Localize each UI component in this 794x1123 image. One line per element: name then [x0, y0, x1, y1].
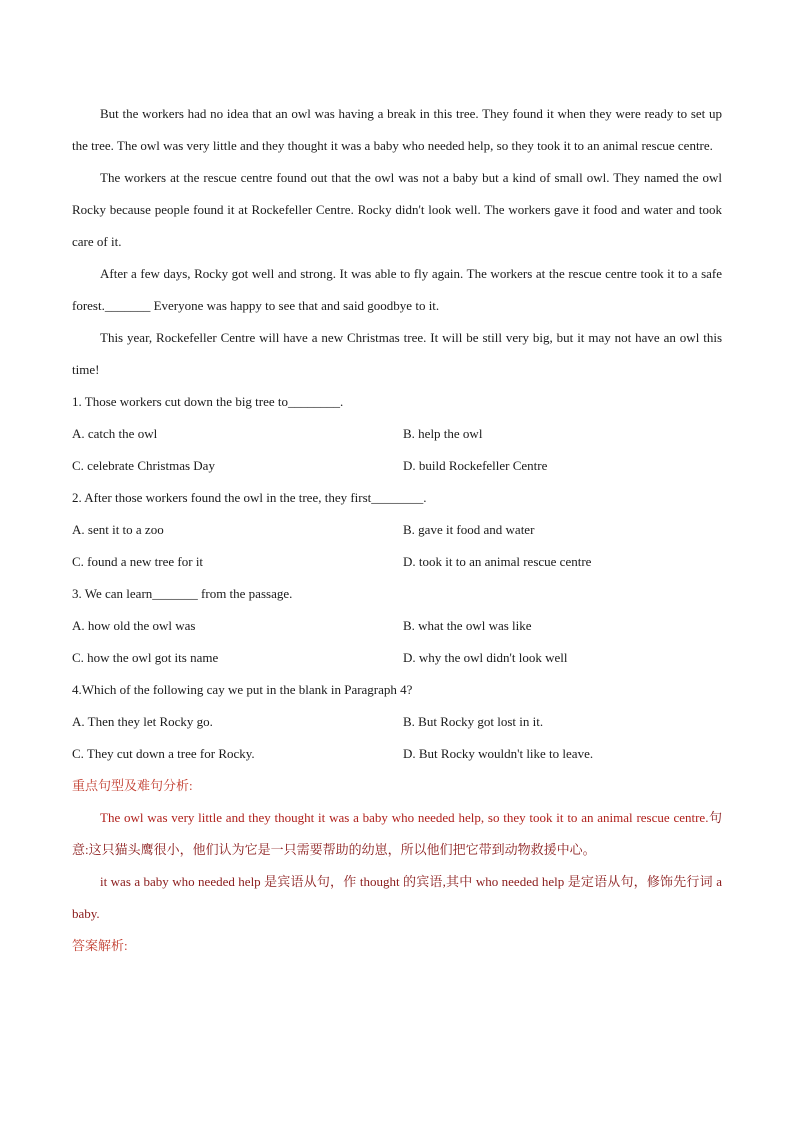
- option-d: D. build Rockefeller Centre: [403, 458, 548, 473]
- option-a: A. how old the owl was: [72, 618, 196, 633]
- option-d: D. But Rocky wouldn't like to leave.: [403, 746, 594, 761]
- passage-paragraph-4: This year, Rockefeller Centre will have a new Christmas tree. It will be still very big, but it may not have an owl this time!: [72, 330, 722, 377]
- option-c: C. found a new tree for it: [72, 554, 204, 569]
- question-4-options: [72, 706, 722, 770]
- analysis-sentence-cn: 句意:这只猫头鹰很小，他们认为它是一只需要帮助的幼崽，所以他们把它带到动物救援中心。: [72, 810, 722, 857]
- option-c: C. They cut down a tree for Rocky.: [72, 746, 255, 761]
- question-2-stem: 2. After those workers found the owl in the tree, they first________.: [72, 490, 427, 505]
- question-2-options: [72, 514, 722, 578]
- option-a: A. catch the owl: [72, 426, 158, 441]
- option-b: B. what the owl was like: [403, 618, 532, 633]
- analysis-sentence: [72, 802, 722, 866]
- passage-paragraph-2: The workers at the rescue centre found out that the owl was not a baby but a kind of small owl. They named the owl Rocky because people found it at Rockefeller Centre. Rocky didn't look well. The workers gave it food and water and took care of it.: [72, 170, 722, 249]
- option-d: D. why the owl didn't look well: [403, 650, 568, 665]
- passage-paragraph-3: After a few days, Rocky got well and strong. It was able to fly again. The workers at the rescue centre took it to a safe forest._______ Everyone was happy to see that and said goodbye to it.: [72, 266, 722, 313]
- analysis-sentence-en: The owl was very little and they thought it was a baby who needed help, so they took it to an animal rescue centre.: [100, 810, 709, 825]
- option-b: B. gave it food and water: [403, 522, 535, 537]
- option-a: A. Then they let Rocky go.: [72, 714, 213, 729]
- answer-heading: 答案解析:: [72, 938, 128, 953]
- analysis-note: it was a baby who needed help 是宾语从句，作 thought 的宾语,其中 who needed help 是定语从句，修饰先行词 a baby.: [72, 874, 722, 921]
- question-3-options: [72, 610, 722, 674]
- question-1-stem: 1. Those workers cut down the big tree to________.: [72, 394, 344, 409]
- question-1-options: [72, 418, 722, 482]
- option-c: C. celebrate Christmas Day: [72, 458, 215, 473]
- option-b: B. But Rocky got lost in it.: [403, 714, 544, 729]
- option-a: A. sent it to a zoo: [72, 522, 164, 537]
- option-c: C. how the owl got its name: [72, 650, 219, 665]
- analysis-heading: 重点句型及难句分析:: [72, 778, 193, 793]
- option-b: B. help the owl: [403, 426, 483, 441]
- passage-paragraph-1: But the workers had no idea that an owl was having a break in this tree. They found it when they were ready to set up the tree. The owl was very little and they thought it was a baby who needed help, so they took it to an animal rescue centre.: [72, 106, 722, 153]
- option-d: D. took it to an animal rescue centre: [403, 554, 592, 569]
- question-3-stem: 3. We can learn_______ from the passage.: [72, 586, 293, 601]
- question-4-stem: 4.Which of the following cay we put in the blank in Paragraph 4?: [72, 682, 413, 697]
